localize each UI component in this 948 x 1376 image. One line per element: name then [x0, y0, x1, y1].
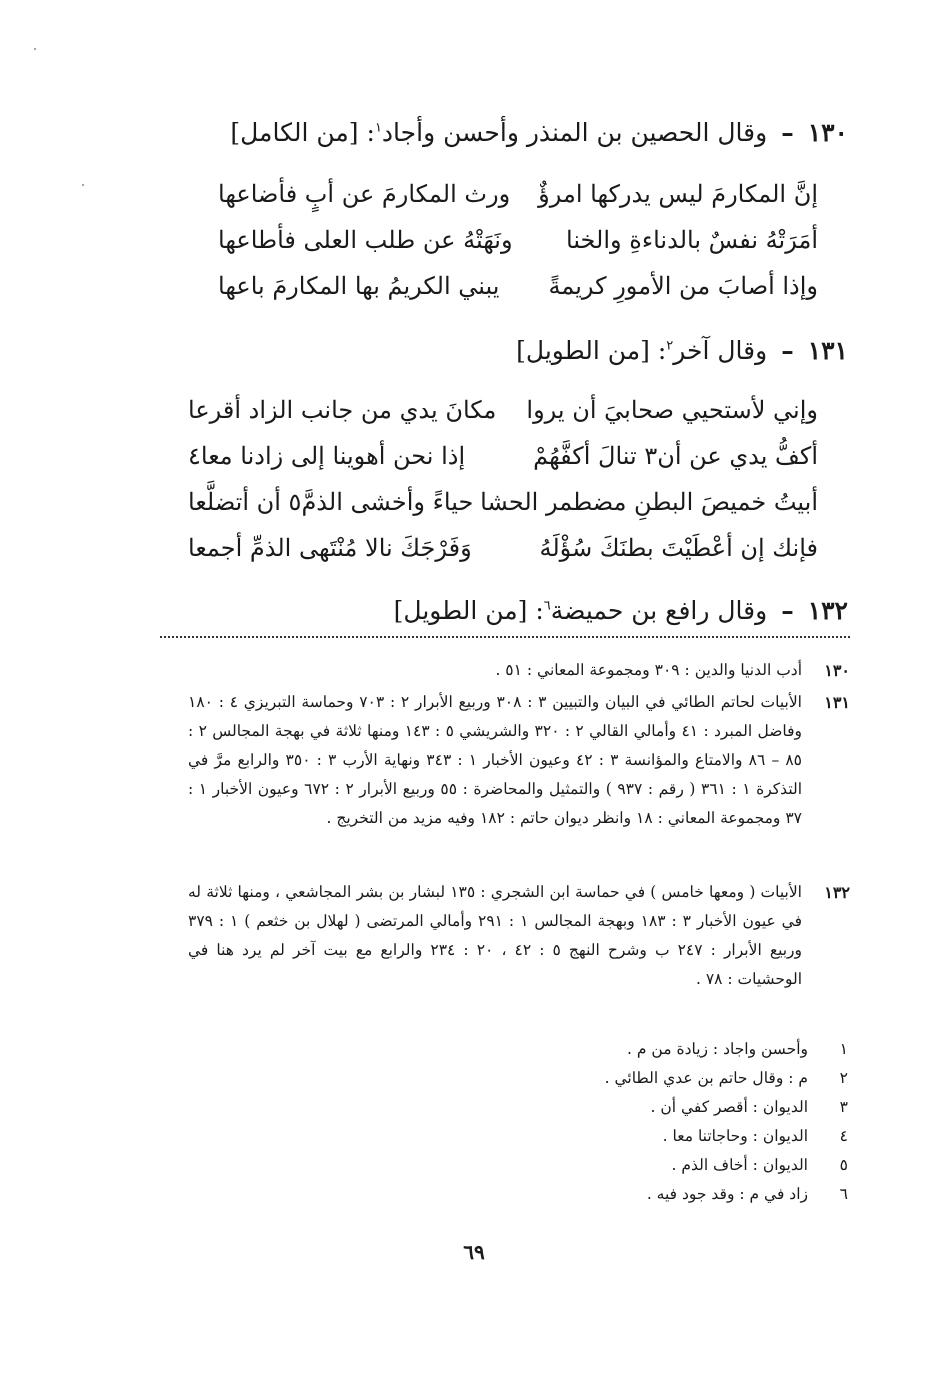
footnote-number: ٤: [839, 1127, 848, 1145]
footnote-text: زاد في م : وقد جود فيه .: [646, 1185, 808, 1203]
verse-second-hemistich: ورث المكارمَ عن أبٍ فأضاعها: [218, 180, 511, 208]
poem-number: ١٣١: [807, 336, 848, 365]
footnote-text: الديوان : أخاف الذم .: [671, 1156, 808, 1174]
note-number: ١٣١: [824, 693, 850, 712]
footnote: [548, 1098, 848, 1116]
verse-first-hemistich: أكفُّ يدي عن أن٣ تنالَ أكفَّهُمْ: [533, 442, 818, 470]
footnote: [548, 1127, 848, 1145]
footnote-number: ٣: [839, 1098, 848, 1116]
poem-meter: : [من الطويل]: [393, 596, 544, 625]
dotted-separator: [160, 636, 850, 638]
footnote-text: الديوان : وحاجاتنا معا .: [662, 1127, 808, 1145]
verse-first-hemistich: أبيتُ خميصَ البطنِ مضطمر الحشا: [480, 488, 818, 516]
footnote: [548, 1040, 848, 1058]
footnote-number: ٢: [839, 1069, 848, 1087]
verse-line: [188, 534, 818, 562]
verse-line: [188, 442, 818, 470]
footnote-ref: ٢: [666, 338, 674, 354]
footnote-ref: ١: [374, 120, 382, 136]
source-note: [188, 656, 848, 685]
footnote: [548, 1185, 848, 1203]
verse-line: [218, 226, 818, 254]
verse-line: [188, 396, 818, 424]
note-number: ١٣٢: [824, 883, 850, 902]
poem-number: ١٣٠: [807, 118, 848, 147]
footnote-text: وأحسن واجاد : زيادة من م .: [627, 1040, 808, 1058]
verse-first-hemistich: أمَرَتْهُ نفسٌ بالدناءةِ والخنا: [566, 226, 818, 254]
note-number: ١٣٠: [824, 661, 850, 680]
heading-dash: –: [781, 596, 794, 625]
note-text: الأبيات ( ومعها خامس ) في حماسة ابن الشجري : ١٣٥ لبشار بن بشر المجاشعي ، ومنها ثلاثة له في عيون الأخبار ٣ : ١٨٣ وبهجة المجالس ١ : ٢٩١ وأمالي المرتضى ( لهلال بن خثعم ) ١ : ٣٧٩ وربيع الأبرار : ٢٤٧ ب وشرح النهج ٥ : ٤٢ ، ٢٠ : ٢٣٤ والرابع مع بيت آخر لم يرد هنا في الوحشيات : ٧٨ .: [188, 883, 803, 988]
footnote-number: ١: [839, 1040, 848, 1058]
verse-second-hemistich: يبني الكريمُ بها المكارمَ باعها: [218, 272, 500, 300]
note-text: أدب الدنيا والدين : ٣٠٩ ومجموعة المعاني : ٥١ .: [495, 661, 802, 679]
poem-intro: وقال آخر: [673, 336, 768, 365]
poem-intro: وقال الحصين بن المنذر وأحسن وأجاد: [381, 118, 768, 147]
poem-130-heading: [148, 118, 848, 147]
source-note: [188, 878, 848, 994]
verse-second-hemistich: مكانَ يدي من جانب الزاد أقرعا: [188, 396, 497, 424]
verse-second-hemistich: وَفَرْجَكَ نالا مُنْتَهى الذمِّ أجمعا: [188, 534, 472, 562]
verse-first-hemistich: وإني لأستحيي صحابيَ أن يروا: [526, 396, 818, 424]
verse-second-hemistich: ونَهَتْهُ عن طلب العلى فأطاعها: [218, 226, 513, 254]
heading-dash: –: [781, 336, 794, 365]
footnote-text: الديوان : أقصر كفي أن .: [650, 1098, 808, 1116]
verse-second-hemistich: إذا نحن أهوينا إلى زادنا معا٤: [188, 442, 466, 470]
verse-line: [188, 488, 818, 516]
footnote-text: م : وقال حاتم بن عدي الطائي .: [604, 1069, 808, 1087]
poem-intro: وقال رافع بن حميضة: [550, 596, 768, 625]
verse-first-hemistich: فإنك إن أعْطَيْتَ بطنَكَ سُؤْلَهُ: [539, 534, 818, 562]
verse-first-hemistich: وإذا أصابَ من الأمورِ كريمةً: [548, 272, 818, 300]
verse-second-hemistich: حياءً وأخشى الذمَّ٥ أن أتضلَّعا: [188, 488, 474, 516]
footnote-ref: ٦: [543, 598, 551, 614]
note-text: الأبيات لحاتم الطائي في البيان والتبيين ٣ : ٣٠٨ وربيع الأبرار ٢ : ٧٠٣ وحماسة التبريزي ٤ : ١٨٠ وفاضل المبرد : ٤١ وأمالي القالي ٢ : ٣٢٠ والشريشي ٥ : ١٤٣ ومنها ثلاثة في بهجة المجالس ٢ : ٨٥ – ٨٦ والامتاع والمؤانسة ٣ : ٤٢ وعيون الأخبار ١ : ٣٤٣ ونهاية الأرب ٣ : ٣٥٠ والرابع مرَّ في التذكرة ١ : ٣٦١ ( رقم : ٩٣٧ ) والتمثيل والمحاضرة : ٥٥ وربيع الأبرار ٢ : ٦٧٢ وعيون الأخبار ١ : ٣٧ ومجموعة المعاني : ١٨ وانظر ديوان حاتم : ١٨٢ وفيه مزيد من التخريج .: [188, 693, 803, 827]
page-number: ٦٩: [463, 1240, 485, 1264]
source-note: [188, 688, 848, 833]
scan-speck: [82, 184, 84, 186]
footnote: [548, 1156, 848, 1174]
verse-first-hemistich: إنَّ المكارمَ ليس يدركها امرؤٌ: [538, 180, 818, 208]
poem-131-heading: [148, 336, 848, 365]
verse-line: [218, 180, 818, 208]
poem-132-heading: [148, 596, 848, 625]
poem-meter: : [من الطويل]: [516, 336, 667, 365]
poem-number: ١٣٢: [807, 596, 848, 625]
footnote: [548, 1069, 848, 1087]
footnote-number: ٦: [839, 1185, 848, 1203]
footnote-number: ٥: [839, 1156, 848, 1174]
scan-speck: [34, 48, 36, 50]
verse-line: [218, 272, 818, 300]
poem-meter: : [من الكامل]: [230, 118, 375, 147]
heading-dash: –: [781, 118, 794, 147]
